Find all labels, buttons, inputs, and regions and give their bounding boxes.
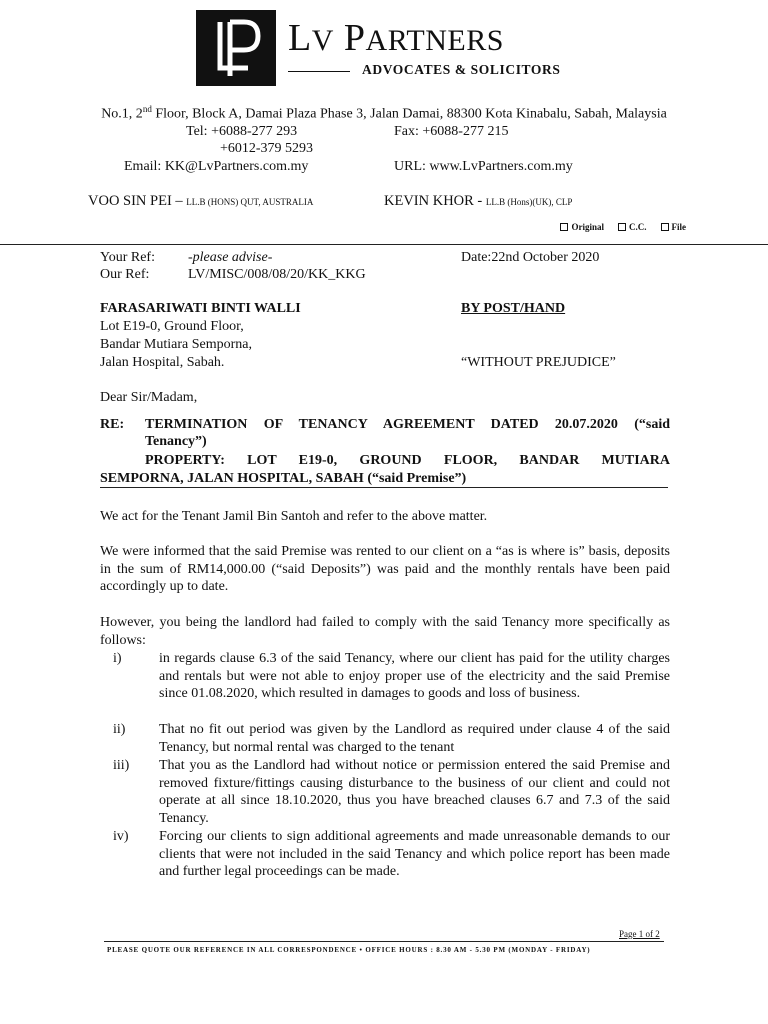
list-item-number: ii) — [113, 722, 126, 737]
list-item: That no fit out period was given by the Landlord as required under clause 4 of the said Tenancy, but normal rental was charged to the tenant — [159, 722, 670, 755]
list-item-number: i) — [113, 651, 122, 666]
addressee-line2: Bandar Mutiara Semporna, — [100, 337, 253, 352]
subject-re: RE: — [100, 417, 125, 432]
paragraph-2: We were informed that the said Premise was rented to our client on a “as is where is” basis, deposits in the sum of RM14,000.00 (“said Deposits”) was paid and the monthly rentals have been paid accordingly up to date. — [100, 544, 670, 594]
salutation: Dear Sir/Madam, — [100, 390, 198, 405]
firm-logo — [196, 10, 276, 86]
checkbox-icon — [661, 223, 669, 231]
copy-cc[interactable]: C.C. — [618, 222, 647, 232]
letterhead-divider — [0, 244, 768, 245]
firm-tel: Tel: +6088-277 293 — [186, 124, 298, 139]
subject-line4: SEMPORNA, JALAN HOSPITAL, SABAH (“said Premise”) — [100, 471, 467, 486]
page-number: Page 1 of 2 — [619, 929, 660, 939]
addressee-name: FARASARIWATI BINTI WALLI — [100, 301, 301, 316]
our-ref-label: Our Ref: — [100, 267, 150, 282]
firm-email: Email: KK@LvPartners.com.my — [124, 159, 309, 174]
checkbox-icon — [560, 223, 568, 231]
copy-original[interactable]: Original — [560, 222, 604, 232]
our-ref-value: LV/MISC/008/08/20/KK_KKG — [188, 267, 366, 282]
paragraph-3: However, you being the landlord had failed to comply with the said Tenancy more specifically as follows: — [100, 615, 670, 648]
addressee-line1: Lot E19-0, Ground Floor, — [100, 319, 244, 334]
partner-voo-sin-pei: VOO SIN PEI – LL.B (HONS) QUT, AUSTRALIA — [88, 193, 314, 209]
subject-underline — [100, 487, 668, 488]
your-ref-label: Your Ref: — [100, 250, 155, 265]
footer-divider — [104, 941, 664, 942]
list-item: in regards clause 6.3 of the said Tenancy, where our client has paid for the utility charges and rentals but were not able to enjoy proper use of the electricity and the said Premise since 01.08.2020, which resulted in damages to goods and loss of business. — [159, 651, 670, 701]
list-item: Forcing our clients to sign additional agreements and made unreasonable demands to our clients that were not included in the said Tenancy and which police report has been made and further legal proceedings can be made. — [159, 829, 670, 879]
firm-subtitle: ADVOCATES & SOLICITORS — [362, 62, 561, 77]
letter-date: Date:22nd October 2020 — [461, 250, 600, 265]
subject-line2: Tenancy”) — [145, 434, 207, 449]
without-prejudice: “WITHOUT PREJUDICE” — [461, 355, 616, 370]
firm-tel-mobile: +6012-379 5293 — [220, 141, 314, 156]
firm-name: LV PARTNERS — [288, 17, 504, 59]
copy-file[interactable]: File — [661, 222, 687, 232]
list-item-number: iii) — [113, 758, 130, 773]
addressee-line3: Jalan Hospital, Sabah. — [100, 355, 225, 370]
your-ref-value: -please advise- — [188, 250, 273, 265]
list-item-number: iv) — [113, 829, 129, 844]
delivery-method: BY POST/HAND — [461, 301, 566, 316]
firm-divider — [288, 71, 350, 72]
subject-line1: TERMINATION OF TENANCY AGREEMENT DATED 20.07.2020 (“said — [145, 417, 670, 432]
paragraph-1: We act for the Tenant Jamil Bin Santoh and refer to the above matter. — [100, 509, 488, 524]
firm-address: No.1, 2nd Floor, Block A, Damai Plaza Phase 3, Jalan Damai, 88300 Kota Kinabalu, Sabah, Malaysia — [101, 104, 667, 122]
partner-kevin-khor: KEVIN KHOR - LL.B (Hons)(UK), CLP — [384, 193, 573, 209]
list-item: That you as the Landlord had without notice or permission entered the said Premise and removed fixture/fittings causing disturbance to the business of our client and could not operate at all since 18.10.2020, thus you have breached clauses 6.7 and 7.3 of the said Tenancy. — [159, 758, 670, 826]
footer-note: PLEASE QUOTE OUR REFERENCE IN ALL CORRESPONDENCE • OFFICE HOURS : 8.30 AM - 5.30 PM (MONDAY - FRIDAY) — [107, 946, 591, 954]
subject-line3: PROPERTY: LOT E19-0, GROUND FLOOR, BANDAR MUTIARA — [145, 453, 670, 468]
firm-fax: Fax: +6088-277 215 — [394, 124, 509, 139]
checkbox-icon — [618, 223, 626, 231]
copy-type-row — [560, 222, 686, 232]
firm-url: URL: www.LvPartners.com.my — [394, 159, 573, 174]
